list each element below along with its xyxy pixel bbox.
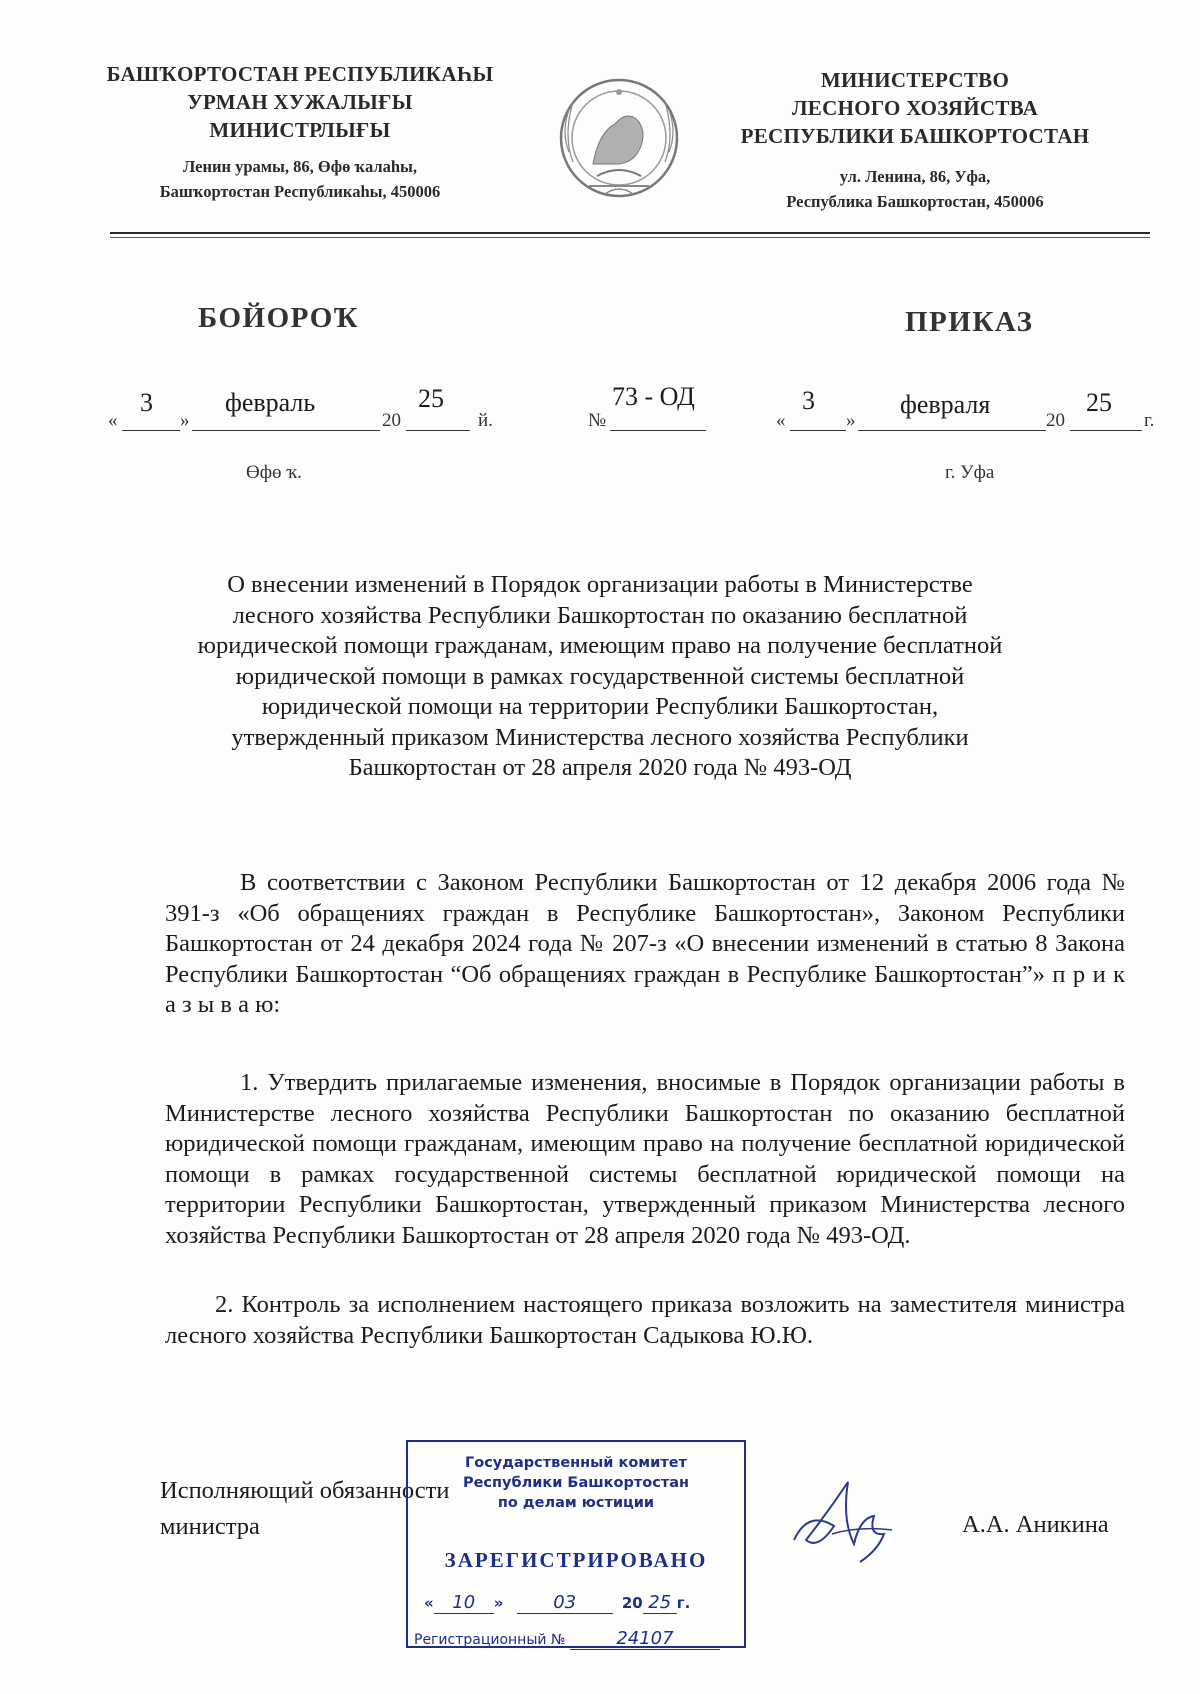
stamp-year-prefix: 20 xyxy=(621,1594,643,1612)
stamp-org-line-2: Республики Башкортостан xyxy=(462,1475,690,1491)
order-preamble: В соответствии с Законом Республики Башкортостан от 12 декабря 2006 года № 391-з «Об обращениях граждан в Республике Башкортостан», Законом Республики Башкортостан от 24 декабря 2024 года № 207-з «О внесении изменений в статью 8 Закона Республики Башкортостан “Об обращениях граждан в Республике Башкортостан”» п р и к а з ы в а ю: xyxy=(165,869,1125,1018)
subject-line-1: О внесении изменений в Порядок организации работы в Министерстве xyxy=(227,571,973,598)
subject-line-7: Башкортостан от 28 апреля 2020 года № 493-ОД xyxy=(348,754,852,781)
city-ru: г. Уфа xyxy=(945,462,995,483)
order-title-ru: ПРИКАЗ xyxy=(905,306,1034,338)
right-date-month: февраля xyxy=(900,390,991,419)
stamp-date xyxy=(424,1592,690,1614)
left-date-month-line xyxy=(192,430,380,431)
signer-name: А.А. Аникина xyxy=(962,1511,1109,1538)
header-left-line-1: БАШҠОРТОСТАН РЕСПУБЛИКАҺЫ xyxy=(106,62,494,86)
stamp-reg-number-row xyxy=(414,1628,720,1650)
signer-role-line-1: Исполняющий обязанности xyxy=(160,1477,450,1504)
right-date-quote-open: « xyxy=(776,410,786,431)
subject-line-5: юридической помощи на территории Республики Башкортостан, xyxy=(261,693,939,720)
order-number-line xyxy=(610,430,706,431)
stamp-year: 25 xyxy=(643,1592,677,1614)
right-date-day: 3 xyxy=(802,386,815,415)
stamp-reg-number: 24107 xyxy=(570,1628,720,1650)
stamp-reg-label: Регистрационный № xyxy=(414,1632,566,1648)
left-date-year-prefix: 20 xyxy=(382,410,401,431)
header-right-address-1: ул. Ленина, 86, Уфа, xyxy=(839,167,991,186)
order-item-2: 2. Контроль за исполнением настоящего приказа возложить на заместителя министра лесного хозяйства Республики Башкортостан Садыкова Ю.Ю. xyxy=(165,1291,1125,1349)
signer-role-line-2: министра xyxy=(160,1513,260,1540)
stamp-quote-close: » xyxy=(493,1594,504,1612)
subject-line-2: лесного хозяйства Республики Башкортостан по оказанию бесплатной xyxy=(232,601,968,629)
order-number: 73 - ОД xyxy=(612,382,695,411)
right-date-day-line xyxy=(790,430,846,431)
header-right-line-2: ЛЕСНОГО ХОЗЯЙСТВА xyxy=(791,96,1039,120)
order-title-bash: БОЙОРОҠ xyxy=(198,302,360,334)
header-left-line-3: МИНИСТРЛЫҒЫ xyxy=(209,118,391,142)
left-date-quote-close: » xyxy=(180,410,190,431)
subject-line-4: юридической помощи в рамках государственной системы бесплатной xyxy=(235,662,965,690)
left-date-day: 3 xyxy=(140,388,153,417)
stamp-month: 03 xyxy=(517,1592,613,1614)
header-left xyxy=(100,60,500,204)
right-date-year-line xyxy=(1070,430,1142,431)
left-date-month: февраль xyxy=(225,388,316,417)
coat-of-arms-emblem xyxy=(555,72,683,210)
right-date-year: 25 xyxy=(1086,388,1112,417)
header-right-address-2: Республика Башкортостан, 450006 xyxy=(786,192,1044,211)
right-date-month-line xyxy=(858,430,1046,431)
stamp-registered: ЗАРЕГИСТРИРОВАНО xyxy=(444,1548,708,1572)
subject-line-6: утвержденный приказом Министерства лесного хозяйства Республики xyxy=(231,723,969,751)
subject-line-3: юридической помощи гражданам, имеющим право на получение бесплатной xyxy=(197,632,1003,659)
handwritten-signature xyxy=(788,1470,908,1570)
left-date-year-line xyxy=(406,430,470,431)
city-bash: Өфө ҡ. xyxy=(246,462,302,483)
stamp-quote-open: « xyxy=(424,1594,434,1612)
header-left-address-2: Башҡортостан Республикаһы, 450006 xyxy=(159,182,441,201)
order-item-1: 1. Утвердить прилагаемые изменения, вносимые в Порядок организации работы в Министерстве лесного хозяйства Республики Башкортостан по оказанию бесплатной юридической помощи гражданам, имеющим право на получение бесплатной юридической помощи в рамках государственной системы бесплатной юридической помощи на территории Республики Башкортостан, утвержденный приказом Министерства лесного хозяйства Республики Башкортостан от 28 апреля 2020 года № 493-ОД. xyxy=(165,1069,1125,1249)
stamp-org-line-1: Государственный комитет xyxy=(465,1455,687,1471)
order-number-label: № xyxy=(588,410,607,431)
header-left-line-2: УРМАН ХУЖАЛЫҒЫ xyxy=(187,90,413,114)
right-date-suffix: г. xyxy=(1144,410,1155,431)
header-left-address-1: Ленин урамы, 86, Өфө ҡалаһы, xyxy=(182,157,418,176)
left-date-quote-open: « xyxy=(108,410,118,431)
right-date-year-prefix: 20 xyxy=(1046,410,1065,431)
stamp-day: 10 xyxy=(434,1592,494,1614)
header-right xyxy=(705,66,1125,214)
header-divider-thin xyxy=(110,237,1150,238)
left-date-year: 25 xyxy=(418,384,444,413)
header-right-line-1: МИНИСТЕРСТВО xyxy=(820,68,1010,92)
right-date-quote-close: » xyxy=(846,410,856,431)
header-divider xyxy=(110,232,1150,234)
left-date-suffix: й. xyxy=(478,410,493,431)
stamp-org-line-3: по делам юстиции xyxy=(497,1495,655,1511)
header-right-line-3: РЕСПУБЛИКИ БАШКОРТОСТАН xyxy=(740,124,1090,148)
stamp-year-suffix: г. xyxy=(676,1594,691,1612)
order-subject xyxy=(150,570,1050,784)
registration-stamp xyxy=(406,1440,746,1648)
left-date-day-line xyxy=(122,430,180,431)
